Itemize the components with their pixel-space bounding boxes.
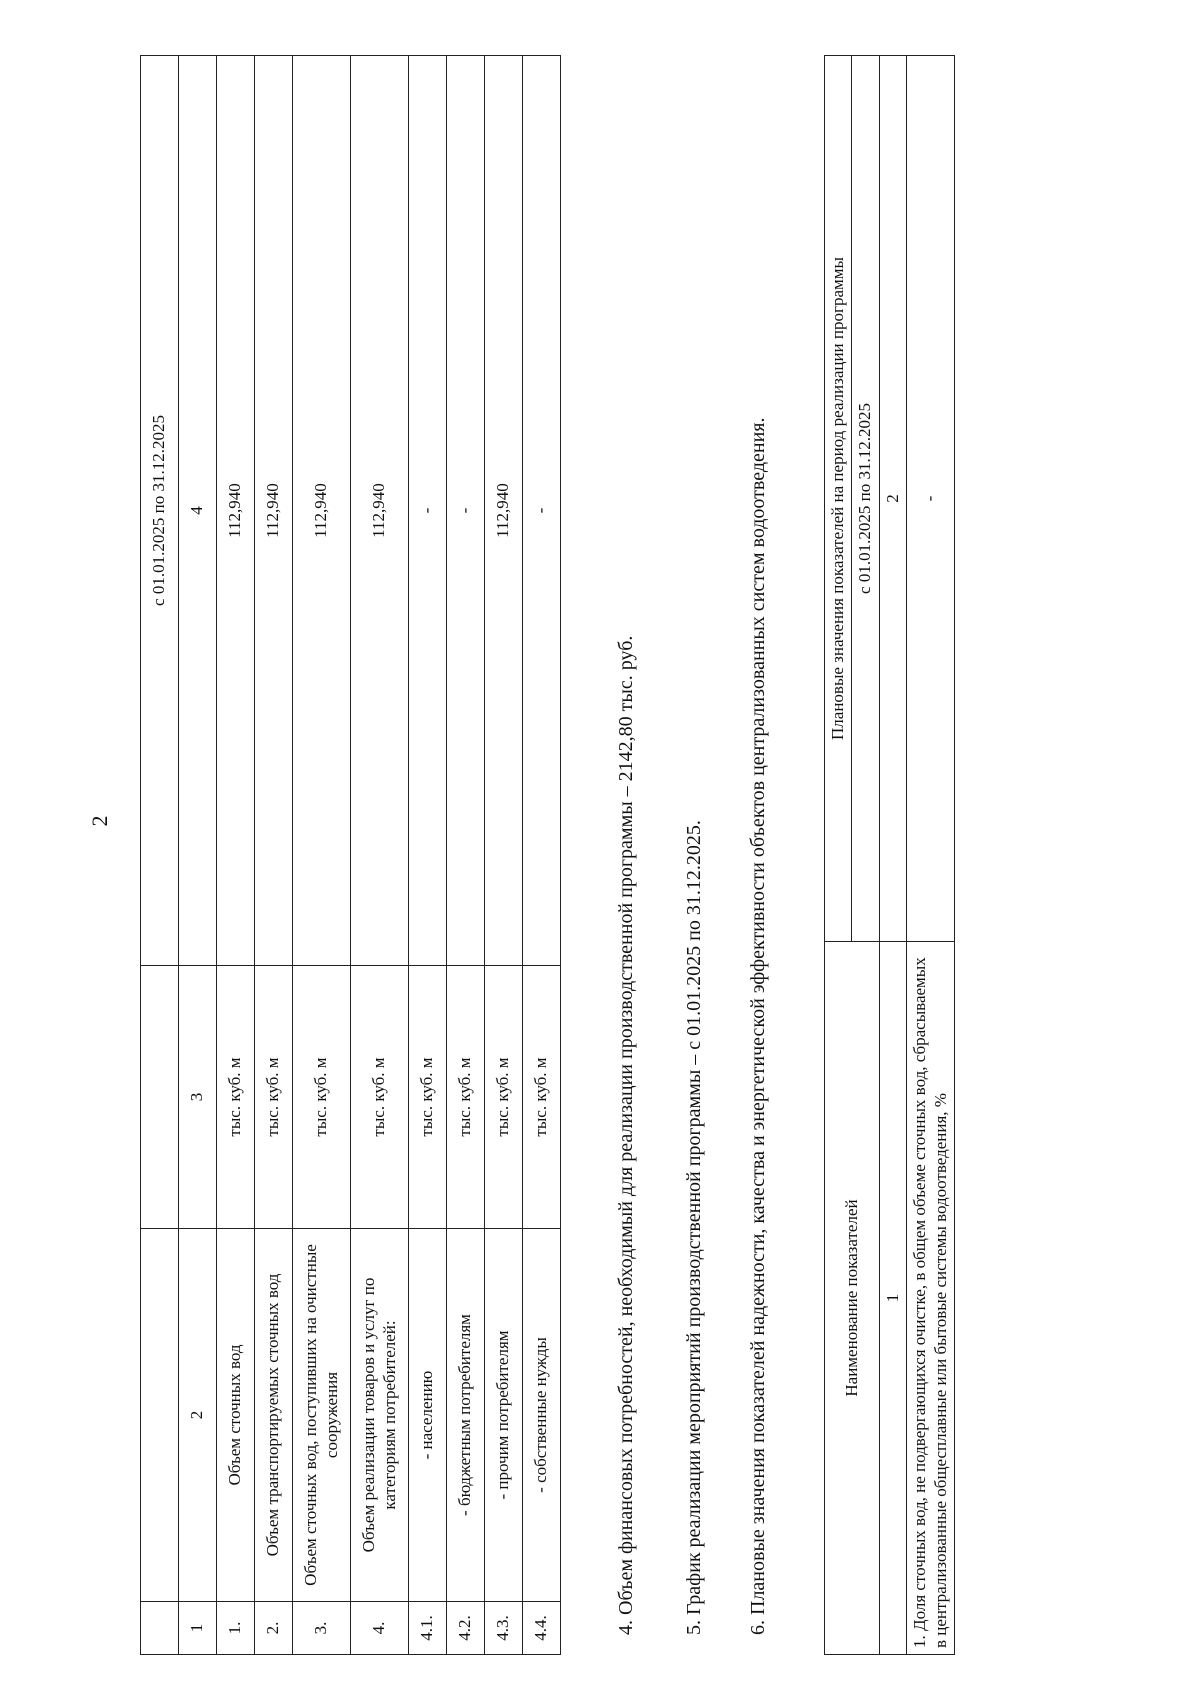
row-name: Объем сточных вод, поступивших на очистные сооружения (293, 1229, 351, 1602)
table-row (523, 56, 561, 1655)
row-number: 2. (255, 1602, 293, 1655)
column-number-row (179, 56, 217, 1655)
planned-values-header: Плановые значения показателей на период реализации программы (825, 56, 852, 942)
page-number: 2 (87, 815, 112, 827)
col-number: 4 (179, 56, 217, 966)
period-header: с 01.01.2025 по 31.12.2025 (852, 56, 879, 942)
row-unit: тыс. куб. м (447, 966, 485, 1229)
row-value: 112,940 (255, 56, 293, 966)
table-row (409, 56, 447, 1655)
row-value: 112,940 (485, 56, 523, 966)
col-number: 2 (179, 1229, 217, 1602)
table-row (351, 56, 409, 1655)
row-number: 1. (217, 1602, 255, 1655)
indicator-name-header: Наименование показателей (825, 942, 880, 1655)
row-value: 112,940 (293, 56, 351, 966)
indicators-paragraph: 6. Плановые значения показателей надежности, качества и энергетической эффективности объектов централизованных систем водоотведения. (747, 417, 769, 1635)
row-unit: тыс. куб. м (485, 966, 523, 1229)
row-name: Объем реализации товаров и услуг по категориям потребителей: (351, 1229, 409, 1602)
row-name: - собственные нужды (523, 1229, 561, 1602)
indicator-value: - (907, 56, 955, 942)
rotated-page-content (140, 55, 1140, 1655)
table-row (255, 56, 293, 1655)
col-number: 1 (179, 1602, 217, 1655)
row-unit: тыс. куб. м (409, 966, 447, 1229)
row-name: - населению (409, 1229, 447, 1602)
row-value: - (409, 56, 447, 966)
row-number: 4. (351, 1602, 409, 1655)
table-row (485, 56, 523, 1655)
header-empty-cell (141, 1229, 179, 1602)
row-name: Объем сточных вод (217, 1229, 255, 1602)
indicators-table (824, 55, 955, 1655)
row-unit: тыс. куб. м (351, 966, 409, 1229)
row-number: 3. (293, 1602, 351, 1655)
header-empty-cell (141, 1602, 179, 1655)
row-unit: тыс. куб. м (255, 966, 293, 1229)
row-value: 112,940 (217, 56, 255, 966)
header-period: с 01.01.2025 по 31.12.2025 (141, 56, 179, 966)
production-volume-table (140, 55, 561, 1655)
column-number-row (879, 56, 906, 1655)
table-row (907, 56, 955, 1655)
row-name: - бюджетным потребителям (447, 1229, 485, 1602)
col-number: 2 (879, 56, 906, 942)
row-number: 4.4. (523, 1602, 561, 1655)
row-unit: тыс. куб. м (217, 966, 255, 1229)
row-number: 4.3. (485, 1602, 523, 1655)
financial-needs-paragraph: 4. Объем финансовых потребностей, необходимый для реализации производственной программы – 2142,80 тыс. руб. (615, 635, 637, 1635)
row-number: 4.2. (447, 1602, 485, 1655)
row-value: 112,940 (351, 56, 409, 966)
row-number: 4.1. (409, 1602, 447, 1655)
row-unit: тыс. куб. м (523, 966, 561, 1229)
col-number: 1 (879, 942, 906, 1655)
row-value: - (447, 56, 485, 966)
header-empty-cell (141, 966, 179, 1229)
row-name: - прочим потребителям (485, 1229, 523, 1602)
table-header-row (825, 56, 852, 1655)
indicator-name: 1. Доля сточных вод, не подвергающихся очистке, в общем объеме сточных вод, сбрасываемых в централизованные общесплавные или бытовые системы водоотведения, % (907, 942, 955, 1655)
schedule-paragraph: 5. График реализации мероприятий производственной программы – с 01.01.2025 по 31.12.2025. (683, 820, 705, 1635)
row-unit: тыс. куб. м (293, 966, 351, 1229)
table-row (447, 56, 485, 1655)
table-row (293, 56, 351, 1655)
table-header-row (141, 56, 179, 1655)
row-value: - (523, 56, 561, 966)
col-number: 3 (179, 966, 217, 1229)
table-row (217, 56, 255, 1655)
row-name: Объем транспортируемых сточных вод (255, 1229, 293, 1602)
